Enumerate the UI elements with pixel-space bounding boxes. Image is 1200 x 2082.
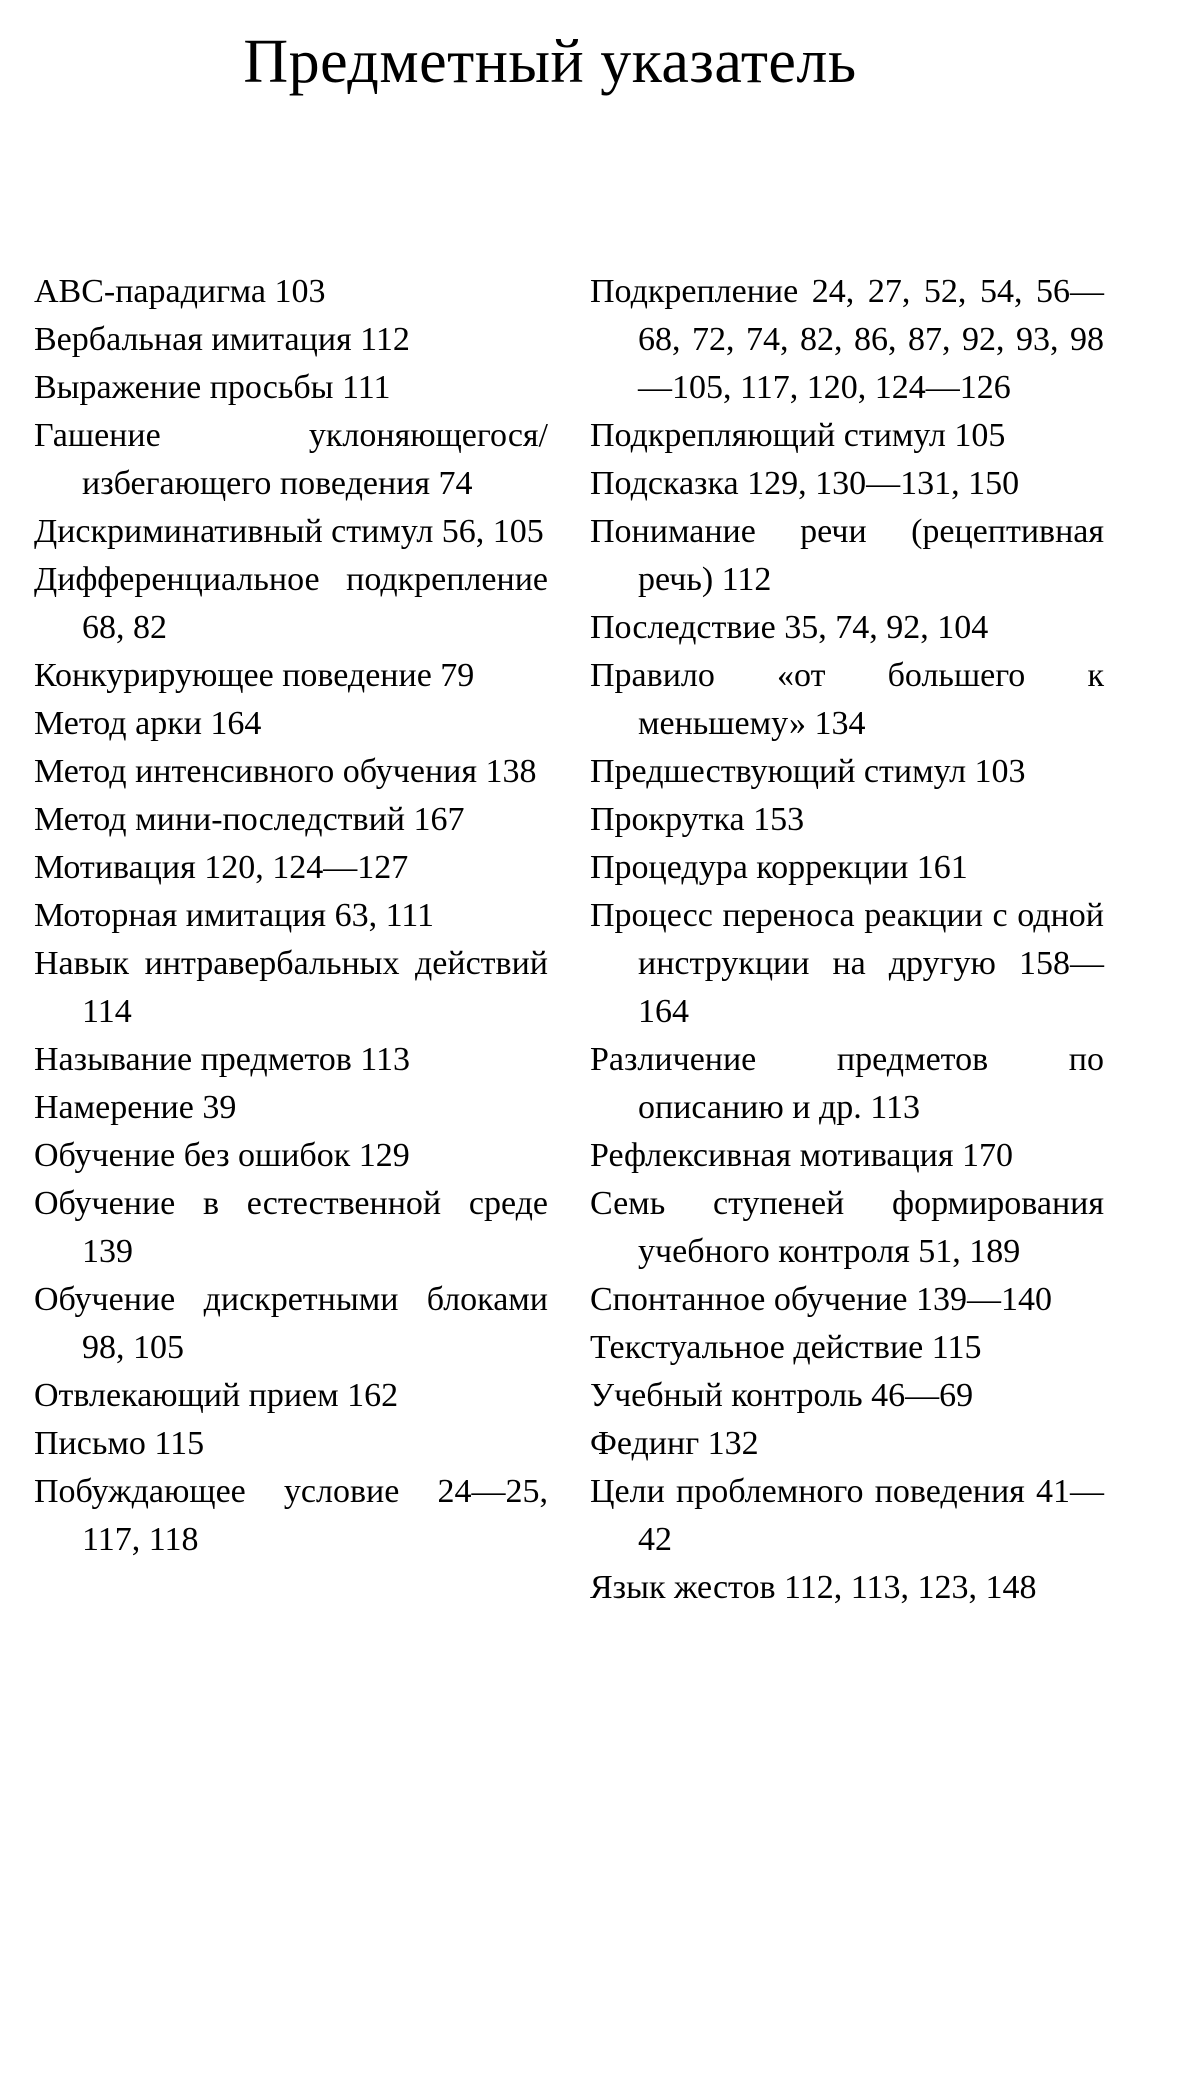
index-entry: Намерение 39 [34, 1089, 237, 1126]
index-entry: Обучение в естественной среде 139 [34, 1185, 548, 1270]
index-entry: Предшествующий стимул 103 [590, 753, 1026, 790]
index-entry: Обучение дискретными блоками 98, 105 [34, 1281, 548, 1366]
index-entry: Выражение просьбы 111 [34, 369, 391, 406]
index-entry: Прокрутка 153 [590, 801, 805, 838]
index-entry: Учебный контроль 46—69 [590, 1377, 974, 1414]
index-entry: Подсказка 129, 130—131, 150 [590, 465, 1020, 502]
index-entry: Последствие 35, 74, 92, 104 [590, 609, 989, 646]
index-entry: Дифференциальное подкрепление 68, 82 [34, 561, 548, 646]
index-entry: Моторная имитация 63, 111 [34, 897, 435, 934]
index-entry: Процедура коррекции 161 [590, 849, 968, 886]
index-entry: Обучение без ошибок 129 [34, 1137, 410, 1174]
index-entry: Дискриминативный стимул 56, 105 [34, 513, 544, 550]
index-entry: Язык жестов 112, 113, 123, 148 [590, 1569, 1037, 1606]
index-entry: Мотивация 120, 124—127 [34, 849, 409, 886]
index-entry: Рефлексивная мотивация 170 [590, 1137, 1013, 1174]
index-entry: Фединг 132 [590, 1425, 759, 1462]
index-entry: Текстуальное действие 115 [590, 1329, 982, 1366]
index-entry: Побуждающее условие 24—25, 117, 118 [34, 1473, 548, 1558]
index-entry: Метод арки 164 [34, 705, 262, 742]
page-title: Предметный указатель [243, 28, 857, 96]
index-entry: Метод интенсивного обучения 138 [34, 753, 537, 790]
index-entry: Навык интравербальных действий 114 [34, 945, 548, 1030]
index-entry: Конкурирующее поведение 79 [34, 657, 475, 694]
index-entry: Подкрепление 24, 27, 52, 54, 56—68, 72, 74, 82, 86, 87, 92, 93, 98—105, 117, 120, 124—126 [590, 273, 1104, 406]
index-entry: Спонтанное обучение 139—140 [590, 1281, 1053, 1318]
index-entry: Письмо 115 [34, 1425, 205, 1462]
index-entry: Понимание речи (рецептивная речь) 112 [590, 513, 1104, 598]
index-entry: Различение предметов по описанию и др. 113 [590, 1041, 1104, 1126]
index-entry: Подкрепляющий стимул 105 [590, 417, 1006, 454]
index-column-right [590, 268, 1104, 1612]
index-entry: Процесс переноса реакции с одной инструкции на другую 158—164 [590, 897, 1104, 1030]
index-entry: Отвлекающий прием 162 [34, 1377, 399, 1414]
index-entry: Правило «от большего к меньшему» 134 [590, 657, 1104, 742]
index-entry: Называние предметов 113 [34, 1041, 411, 1078]
index-entry: Цели проблемного поведения 41—42 [590, 1473, 1104, 1558]
index-entry: Семь ступеней формирования учебного контроля 51, 189 [590, 1185, 1104, 1270]
index-entry: Метод мини-последствий 167 [34, 801, 465, 838]
index-entry: Гашение уклоняющегося/избегающего поведения 74 [34, 417, 548, 502]
index-entry: Вербальная имитация 112 [34, 321, 410, 358]
index-entry: АВС-парадигма 103 [34, 273, 326, 310]
index-column-left [34, 268, 548, 1564]
